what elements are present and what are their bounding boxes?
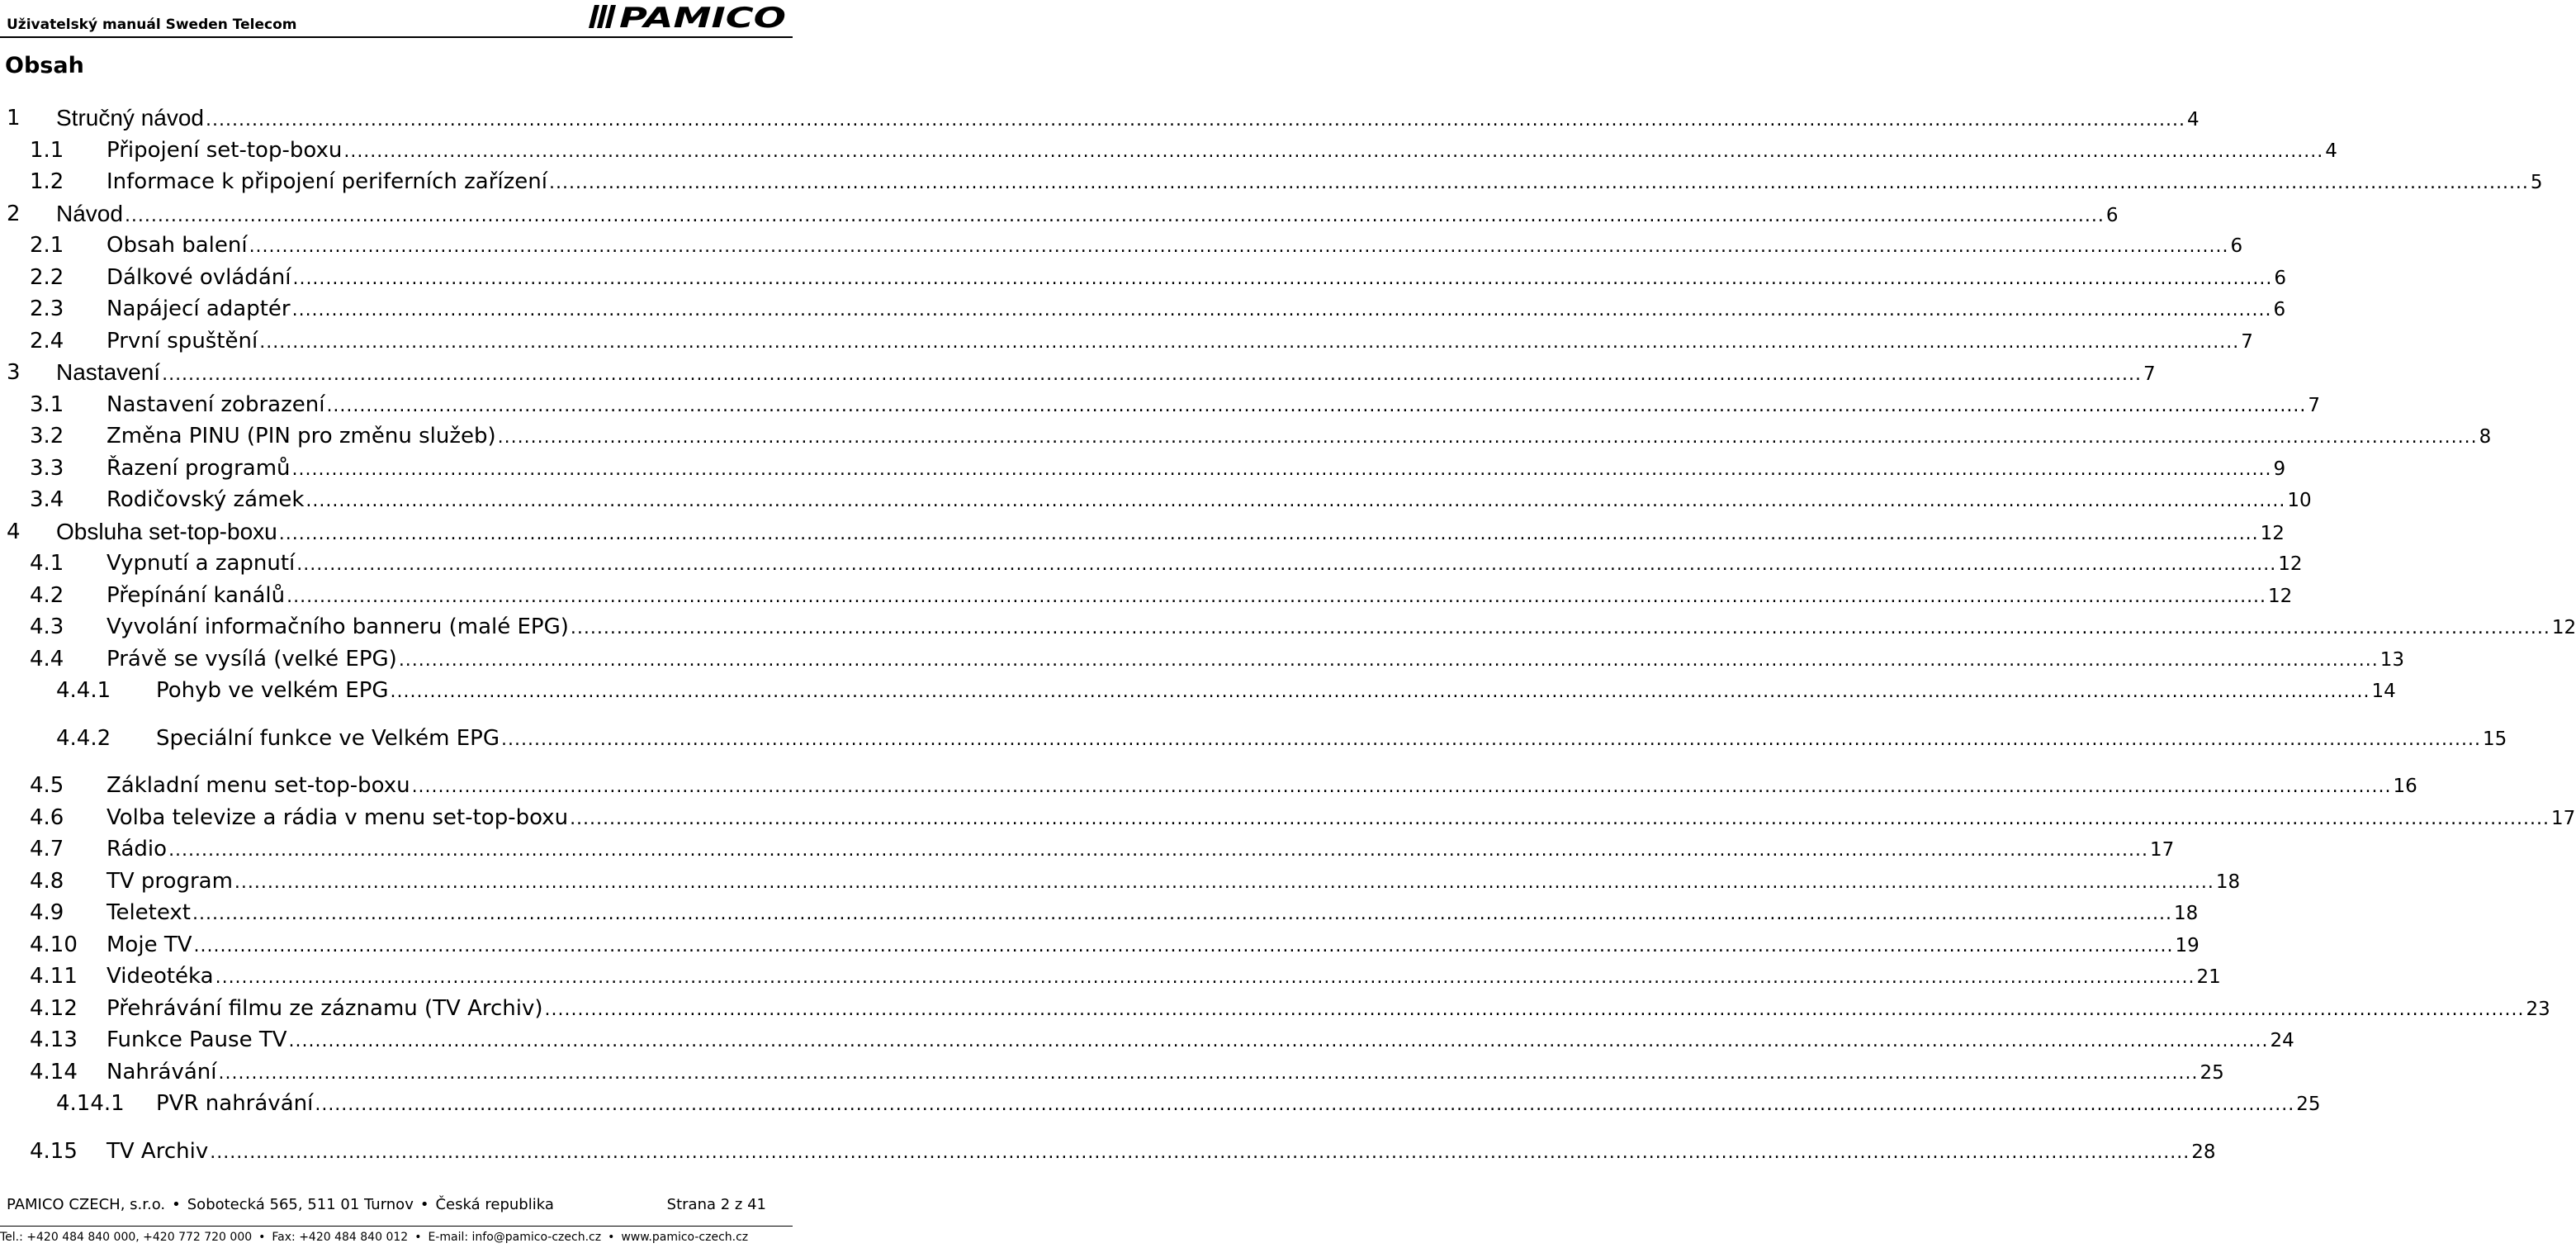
toc-entry[interactable] bbox=[0, 420, 2492, 453]
toc-leader-dots: ............................................................................................................................................................................................................................................................................................................ bbox=[497, 427, 2478, 448]
toc-entry[interactable] bbox=[0, 1087, 2321, 1120]
toc-entry[interactable] bbox=[0, 865, 2241, 898]
toc-title: Dálkové ovládání bbox=[107, 264, 291, 290]
toc-leader-dots: ............................................................................................................................................................................................................................................................................................................ bbox=[210, 1141, 2190, 1163]
toc-leader-dots: ............................................................................................................................................................................................................................................................................................................ bbox=[124, 205, 2105, 226]
toc-title: Videotéka bbox=[107, 964, 214, 989]
toc-number: 4.4 bbox=[30, 646, 64, 671]
toc-number: 4.14 bbox=[30, 1059, 78, 1084]
toc-title: TV program bbox=[107, 868, 233, 894]
bullet-icon: • bbox=[608, 1231, 615, 1244]
toc-entry[interactable] bbox=[0, 261, 2287, 294]
toc-title: Obsluha set-top-boxu bbox=[56, 518, 277, 544]
toc-entry[interactable] bbox=[0, 610, 2576, 643]
toc-title: Teletext bbox=[107, 900, 191, 925]
toc-page-number: 28 bbox=[2191, 1141, 2216, 1163]
toc-entry[interactable] bbox=[0, 229, 2243, 262]
toc-leader-dots: ............................................................................................................................................................................................................................................................................................................ bbox=[249, 236, 2229, 257]
toc-title: Volba televize a rádia v menu set-top-boxu bbox=[107, 804, 569, 830]
toc-title: Připojení set-top-boxu bbox=[107, 137, 343, 163]
bullet-icon: • bbox=[258, 1231, 266, 1244]
toc-number: 1.1 bbox=[30, 137, 64, 163]
toc-entry[interactable] bbox=[0, 102, 2200, 135]
toc-number: 3 bbox=[7, 360, 21, 385]
toc-entry[interactable] bbox=[0, 388, 2321, 421]
toc-page-number: 6 bbox=[2274, 267, 2287, 289]
toc-page-number: 7 bbox=[2308, 394, 2321, 416]
toc-entry[interactable] bbox=[0, 769, 2417, 802]
bullet-icon: • bbox=[419, 1196, 429, 1213]
toc-entry[interactable] bbox=[0, 325, 2253, 358]
toc-title: Základní menu set-top-boxu bbox=[107, 773, 410, 798]
footer-address-line bbox=[7, 1196, 766, 1213]
toc-page-number: 6 bbox=[2273, 299, 2286, 320]
toc-leader-dots: ............................................................................................................................................................................................................................................................................................................ bbox=[286, 586, 2267, 607]
toc-leader-dots: ............................................................................................................................................................................................................................................................................................................ bbox=[544, 999, 2525, 1020]
page-indicator: Strana 2 z 41 bbox=[666, 1196, 766, 1213]
toc-title: Pohyb ve velkém EPG bbox=[156, 678, 389, 703]
toc-leader-dots: ............................................................................................................................................................................................................................................................................................................ bbox=[500, 728, 2481, 750]
toc-page-number: 10 bbox=[2287, 490, 2312, 511]
toc-entry[interactable] bbox=[0, 801, 2576, 834]
logo-text: PAMICO bbox=[619, 2, 786, 35]
toc-entry[interactable] bbox=[0, 722, 2507, 755]
toc-leader-dots: ............................................................................................................................................................................................................................................................................................................ bbox=[162, 364, 2143, 385]
toc-leader-dots: ............................................................................................................................................................................................................................................................................................................ bbox=[548, 173, 2529, 193]
toc-title: Vyvolání informačního banneru (malé EPG) bbox=[107, 615, 569, 639]
toc-title: První spuštění bbox=[107, 328, 258, 354]
toc-title: Přehrávání filmu ze záznamu (TV Archiv) bbox=[107, 995, 543, 1021]
toc-leader-dots: ............................................................................................................................................................................................................................................................................................................ bbox=[193, 935, 2174, 956]
toc-entry[interactable] bbox=[0, 674, 2396, 707]
toc-number: 3.4 bbox=[30, 487, 64, 512]
footer-tel: Tel.: +420 484 840 000, +420 772 720 000 bbox=[0, 1231, 253, 1244]
toc-number: 4.10 bbox=[30, 932, 78, 957]
toc-number: 3.3 bbox=[30, 455, 64, 481]
footer-divider bbox=[0, 1226, 793, 1227]
toc-page-number: 14 bbox=[2371, 681, 2396, 702]
toc-page-number: 12 bbox=[2278, 553, 2303, 575]
toc-number: 2.4 bbox=[30, 328, 64, 354]
toc-page-number: 12 bbox=[2551, 617, 2576, 638]
toc-leader-dots: ............................................................................................................................................................................................................................................................................................................ bbox=[390, 681, 2370, 702]
toc-number: 4.11 bbox=[30, 964, 78, 989]
toc-number: 1.2 bbox=[30, 169, 64, 194]
toc-entry[interactable] bbox=[0, 579, 2293, 612]
toc-page-number: 9 bbox=[2273, 458, 2286, 480]
toc-page-number: 19 bbox=[2175, 934, 2200, 956]
toc-page-number: 6 bbox=[2105, 204, 2119, 226]
toc-page-number: 24 bbox=[2270, 1030, 2294, 1051]
toc-entry[interactable] bbox=[0, 483, 2312, 516]
toc-entry[interactable] bbox=[0, 643, 2405, 676]
toc-page-number: 7 bbox=[2241, 330, 2253, 353]
toc-leader-dots: ............................................................................................................................................................................................................................................................................................................ bbox=[296, 554, 2277, 575]
toc-page-number: 4 bbox=[2186, 109, 2200, 130]
toc-leader-dots: ............................................................................................................................................................................................................................................................................................................ bbox=[411, 776, 2392, 797]
toc-entry[interactable] bbox=[0, 1135, 2216, 1168]
toc-title: Přepínání kanálů bbox=[107, 582, 286, 608]
toc-number: 4.7 bbox=[30, 837, 64, 861]
toc-title: Funkce Pause TV bbox=[107, 1027, 287, 1052]
bullet-icon: • bbox=[172, 1196, 181, 1213]
toc-number: 4.12 bbox=[30, 995, 78, 1021]
toc-number: 4.3 bbox=[30, 615, 64, 639]
toc-entry[interactable] bbox=[0, 896, 2199, 929]
toc-leader-dots: ............................................................................................................................................................................................................................................................................................................ bbox=[570, 618, 2550, 638]
header-divider bbox=[0, 36, 793, 38]
toc-leader-dots: ............................................................................................................................................................................................................................................................................................................ bbox=[259, 331, 2240, 353]
toc-leader-dots: ............................................................................................................................................................................................................................................................................................................ bbox=[291, 300, 2272, 320]
toc-leader-dots: ............................................................................................................................................................................................................................................................................................................ bbox=[343, 140, 2324, 162]
toc-leader-dots: ............................................................................................................................................................................................................................................................................................................ bbox=[206, 110, 2185, 130]
bullet-icon: • bbox=[414, 1231, 422, 1244]
toc-leader-dots: ............................................................................................................................................................................................................................................................................................................ bbox=[288, 1031, 2269, 1051]
toc-title: Napájecí adaptér bbox=[107, 297, 291, 321]
toc-number: 4.8 bbox=[30, 868, 64, 894]
toc-number: 4.14.1 bbox=[56, 1091, 125, 1116]
toc-title: Změna PINU (PIN pro změnu služeb) bbox=[107, 424, 496, 448]
toc-number: 3.1 bbox=[30, 391, 64, 417]
toc-leader-dots: ............................................................................................................................................................................................................................................................................................................ bbox=[234, 871, 2214, 893]
toc-title: Řazení programů bbox=[107, 455, 291, 481]
toc-leader-dots: ............................................................................................................................................................................................................................................................................................................ bbox=[291, 458, 2272, 480]
toc-title: Stručný návod bbox=[56, 105, 204, 130]
toc-number: 2 bbox=[7, 201, 21, 226]
toc-number: 2.1 bbox=[30, 233, 64, 258]
toc-title: PVR nahrávání bbox=[156, 1091, 314, 1116]
toc-entry[interactable] bbox=[0, 356, 2156, 389]
toc-entry[interactable] bbox=[0, 452, 2286, 485]
toc-entry[interactable] bbox=[0, 1056, 2224, 1089]
toc-number: 2.3 bbox=[30, 297, 64, 321]
toc-page-number: 17 bbox=[2150, 839, 2175, 861]
toc-entry[interactable] bbox=[0, 960, 2221, 993]
footer-email: E-mail: info@pamico-czech.cz bbox=[428, 1231, 602, 1244]
toc-page-number: 12 bbox=[2268, 585, 2293, 607]
toc-entry[interactable] bbox=[0, 928, 2200, 961]
toc-page-number: 17 bbox=[2551, 807, 2576, 829]
toc-page-number: 6 bbox=[2230, 235, 2243, 257]
toc-title: Nastavení zobrazení bbox=[107, 391, 325, 417]
toc-number: 4.4.1 bbox=[56, 678, 111, 703]
page-header bbox=[0, 0, 793, 38]
toc-page-number: 5 bbox=[2530, 172, 2543, 193]
toc-entry[interactable] bbox=[0, 134, 2337, 167]
toc-title: Rodičovský zámek bbox=[107, 487, 305, 512]
toc-leader-dots: ............................................................................................................................................................................................................................................................................................................ bbox=[278, 523, 2259, 544]
toc-page-number: 8 bbox=[2479, 426, 2492, 448]
toc-leader-dots: ............................................................................................................................................................................................................................................................................................................ bbox=[315, 1094, 2295, 1115]
toc-entry[interactable] bbox=[0, 1023, 2294, 1056]
toc-leader-dots: ............................................................................................................................................................................................................................................................................................................ bbox=[192, 904, 2172, 924]
toc-title: Speciální funkce ve Velkém EPG bbox=[156, 725, 500, 751]
toc-leader-dots: ............................................................................................................................................................................................................................................................................................................ bbox=[215, 967, 2195, 988]
toc-number: 4.2 bbox=[30, 582, 64, 608]
toc-title: Právě se vysílá (velké EPG) bbox=[107, 646, 397, 671]
toc-title: Vypnutí a zapnutí bbox=[107, 551, 296, 576]
footer-web: www.pamico-czech.cz bbox=[621, 1231, 749, 1244]
toc-number: 4.1 bbox=[30, 551, 64, 576]
toc-entry[interactable] bbox=[0, 992, 2550, 1025]
toc-leader-dots: ............................................................................................................................................................................................................................................................................................................ bbox=[305, 491, 2286, 511]
toc-number: 4.9 bbox=[30, 900, 64, 925]
toc-number: 4.4.2 bbox=[56, 725, 111, 751]
toc-number: 1 bbox=[7, 106, 21, 130]
footer-address: Sobotecká 565, 511 01 Turnov bbox=[187, 1196, 414, 1213]
toc-title: Rádio bbox=[107, 837, 168, 861]
toc-entry[interactable] bbox=[0, 292, 2286, 325]
toc-number: 2.2 bbox=[30, 264, 64, 290]
toc-page-number: 25 bbox=[2296, 1094, 2321, 1115]
toc-number: 4.5 bbox=[30, 773, 64, 798]
footer-country: Česká republika bbox=[435, 1196, 554, 1213]
toc-leader-dots: ............................................................................................................................................................................................................................................................................................................ bbox=[292, 268, 2273, 289]
toc-page-number: 15 bbox=[2482, 728, 2507, 750]
footer-fax: Fax: +420 484 840 012 bbox=[272, 1231, 409, 1244]
toc-page-number: 23 bbox=[2526, 998, 2550, 1020]
toc-page-number: 7 bbox=[2143, 363, 2156, 385]
toc-entry[interactable] bbox=[0, 833, 2175, 866]
toc-leader-dots: ............................................................................................................................................................................................................................................................................................................ bbox=[326, 395, 2307, 416]
toc-page-number: 18 bbox=[2215, 871, 2241, 893]
toc-entry[interactable] bbox=[0, 197, 2119, 230]
contents-title: Obsah bbox=[5, 53, 84, 78]
toc-title: Obsah balení bbox=[107, 233, 248, 258]
footer-contact-line bbox=[0, 1231, 793, 1244]
toc-page-number: 18 bbox=[2173, 903, 2199, 924]
toc-number: 4.13 bbox=[30, 1027, 78, 1052]
toc-title: Nastavení bbox=[56, 359, 161, 385]
header-title: Uživatelský manuál Sweden Telecom bbox=[7, 17, 297, 33]
toc-page-number: 13 bbox=[2379, 648, 2405, 671]
toc-title: TV Archiv bbox=[107, 1138, 209, 1164]
toc-title: Nahrávání bbox=[107, 1059, 217, 1084]
toc-number: 4.15 bbox=[30, 1138, 78, 1164]
footer-company: PAMICO CZECH, s.r.o. bbox=[7, 1196, 166, 1213]
toc-leader-dots: ............................................................................................................................................................................................................................................................................................................ bbox=[398, 649, 2379, 671]
toc-number: 3.2 bbox=[30, 424, 64, 448]
toc-number: 4.6 bbox=[30, 804, 64, 830]
pamico-logo bbox=[586, 2, 789, 35]
toc-title: Moje TV bbox=[107, 932, 192, 957]
toc-entry[interactable] bbox=[0, 165, 2543, 198]
toc-title: Návod bbox=[56, 200, 123, 226]
toc-leader-dots: ............................................................................................................................................................................................................................................................................................................ bbox=[570, 808, 2550, 829]
toc-page-number: 4 bbox=[2325, 140, 2337, 162]
toc-page-number: 21 bbox=[2196, 966, 2221, 988]
toc-page-number: 25 bbox=[2200, 1061, 2224, 1084]
toc-leader-dots: ............................................................................................................................................................................................................................................................................................................ bbox=[218, 1062, 2199, 1084]
toc-title: Informace k připojení periferních zařízení bbox=[107, 169, 547, 194]
toc-number: 4 bbox=[7, 519, 21, 544]
toc-entry[interactable] bbox=[0, 547, 2303, 580]
toc-entry[interactable] bbox=[0, 515, 2285, 548]
toc-page-number: 16 bbox=[2393, 776, 2417, 797]
toc-page-number: 12 bbox=[2260, 522, 2285, 544]
toc-leader-dots: ............................................................................................................................................................................................................................................................................................................ bbox=[168, 840, 2149, 861]
